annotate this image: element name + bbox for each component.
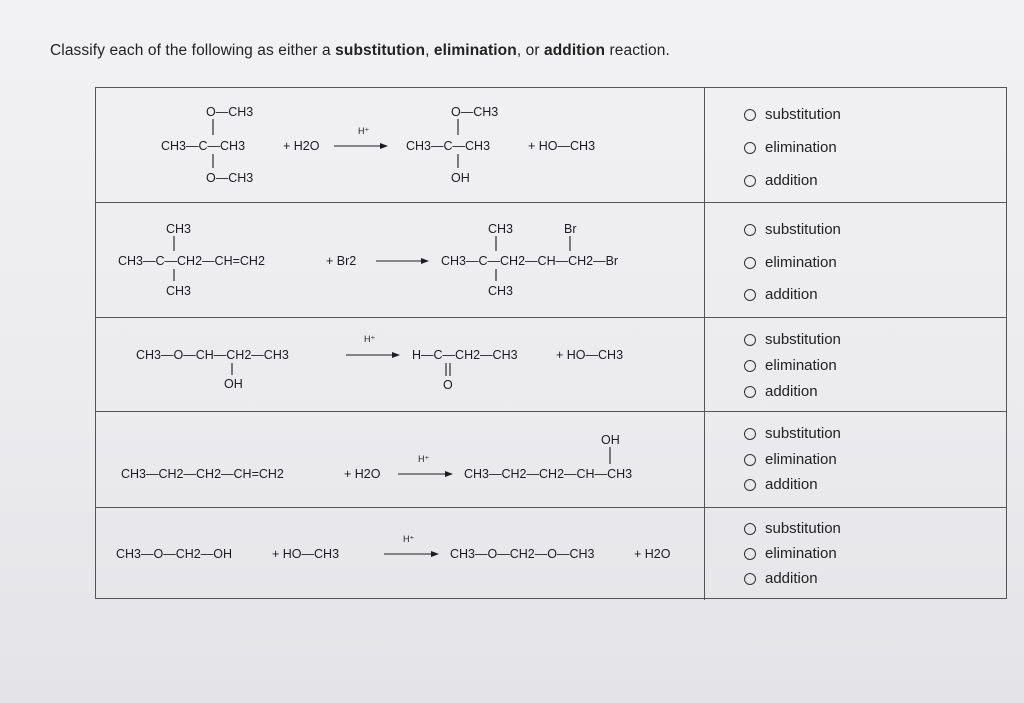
r1-reactant-bottom: O—CH3	[206, 171, 254, 185]
term-elimination: elimination	[433, 42, 517, 59]
radio-button-icon[interactable]	[744, 386, 756, 398]
r5-option-addition[interactable]: addition	[744, 570, 818, 587]
r3-product-bottom: O	[443, 378, 453, 392]
r3-arrow-head	[392, 352, 400, 358]
r2-product-top: CH3	[488, 222, 514, 236]
reaction-row-3	[96, 318, 1006, 412]
reaction-5-options	[708, 508, 1004, 600]
radio-button-icon[interactable]	[744, 454, 756, 466]
r4-product-top: OH	[601, 433, 620, 447]
question-prompt: Classify each of the following as either a substitution, elimination, or addition reaction.	[50, 42, 670, 59]
r4-catalyst: H⁺	[418, 454, 430, 464]
column-divider	[704, 88, 705, 202]
reaction-2-options	[708, 203, 1004, 317]
column-divider	[704, 412, 705, 507]
reaction-row-5	[96, 508, 1006, 600]
r2-reactant-top: CH3	[166, 222, 192, 236]
r3-reactant-bottom: OH	[224, 377, 243, 391]
r1-option-elimination[interactable]: elimination	[744, 139, 837, 156]
r5-catalyst: H⁺	[403, 534, 415, 544]
reaction-4-equation	[96, 412, 704, 507]
r3-option-addition[interactable]: addition	[744, 383, 818, 400]
r5-option-substitution[interactable]: substitution	[744, 520, 841, 537]
column-divider	[704, 318, 705, 411]
radio-button-icon[interactable]	[744, 428, 756, 440]
reaction-table	[95, 87, 1007, 599]
column-divider	[704, 203, 705, 317]
radio-button-icon[interactable]	[744, 360, 756, 372]
reaction-row-1	[96, 88, 1006, 203]
reaction-1-options	[708, 88, 1004, 202]
radio-button-icon[interactable]	[744, 334, 756, 346]
r2-product-top-br: Br	[564, 222, 577, 236]
r4-reagent: + H2O	[344, 467, 381, 481]
radio-button-icon[interactable]	[744, 479, 756, 491]
r4-reactant-main: CH3—CH2—CH2—CH=CH2	[121, 467, 284, 481]
radio-button-icon[interactable]	[744, 523, 756, 535]
r5-product-main: CH3—O—CH2—O—CH3	[450, 547, 595, 561]
r5-byproduct: + H2O	[634, 547, 671, 561]
r2-reagent: + Br2	[326, 254, 357, 268]
r4-option-addition[interactable]: addition	[744, 476, 818, 493]
r1-option-substitution[interactable]: substitution	[744, 106, 841, 123]
r1-product-bottom: OH	[451, 171, 470, 185]
radio-button-icon[interactable]	[744, 224, 756, 236]
radio-button-icon[interactable]	[744, 109, 756, 121]
r4-product-main: CH3—CH2—CH2—CH—CH3	[464, 467, 633, 481]
term-addition: addition	[544, 42, 606, 59]
r3-option-elimination[interactable]: elimination	[744, 357, 837, 374]
r2-product-main: CH3—C—CH2—CH—CH2—Br	[441, 254, 619, 268]
r2-option-elimination[interactable]: elimination	[744, 254, 837, 271]
r3-reactant-main: CH3—O—CH—CH2—CH3	[136, 348, 289, 362]
radio-button-icon[interactable]	[744, 142, 756, 154]
r2-option-substitution[interactable]: substitution	[744, 221, 841, 238]
r2-product-bottom: CH3	[488, 284, 514, 298]
reaction-5-equation	[96, 508, 704, 600]
radio-button-icon[interactable]	[744, 175, 756, 187]
r2-option-addition[interactable]: addition	[744, 286, 818, 303]
reaction-1-equation	[96, 88, 704, 202]
r2-arrow-head	[421, 258, 429, 264]
r5-arrow-head	[431, 551, 439, 557]
r1-product-top: O—CH3	[451, 105, 499, 119]
r1-option-addition[interactable]: addition	[744, 172, 818, 189]
r3-catalyst: H⁺	[364, 334, 376, 344]
r1-catalyst: H⁺	[358, 126, 370, 136]
r4-option-elimination[interactable]: elimination	[744, 451, 837, 468]
r3-option-substitution[interactable]: substitution	[744, 331, 841, 348]
reaction-4-options	[708, 412, 1004, 507]
reaction-3-equation	[96, 318, 704, 411]
r5-reactant-main: CH3—O—CH2—OH	[116, 547, 232, 561]
radio-button-icon[interactable]	[744, 257, 756, 269]
r3-product-main: H—C—CH2—CH3	[412, 348, 518, 362]
r5-reagent: + HO—CH3	[272, 547, 340, 561]
r4-option-substitution[interactable]: substitution	[744, 425, 841, 442]
r1-reactant-main: CH3—C—CH3	[161, 139, 246, 153]
r5-option-elimination[interactable]: elimination	[744, 545, 837, 562]
r1-reactant-top: O—CH3	[206, 105, 254, 119]
reaction-2-equation	[96, 203, 704, 317]
radio-button-icon[interactable]	[744, 548, 756, 560]
r1-reagent: + H2O	[283, 139, 320, 153]
r2-reactant-bottom: CH3	[166, 284, 192, 298]
r1-byproduct: + HO—CH3	[528, 139, 596, 153]
r1-arrow-head	[380, 143, 388, 149]
radio-button-icon[interactable]	[744, 573, 756, 585]
radio-button-icon[interactable]	[744, 289, 756, 301]
r2-reactant-main: CH3—C—CH2—CH=CH2	[118, 254, 265, 268]
r3-byproduct: + HO—CH3	[556, 348, 624, 362]
reaction-row-4	[96, 412, 1006, 508]
r1-product-main: CH3—C—CH3	[406, 139, 491, 153]
r4-arrow-head	[445, 471, 453, 477]
reaction-row-2	[96, 203, 1006, 318]
column-divider	[704, 508, 705, 600]
reaction-3-options	[708, 318, 1004, 411]
term-substitution: substitution	[335, 42, 426, 59]
